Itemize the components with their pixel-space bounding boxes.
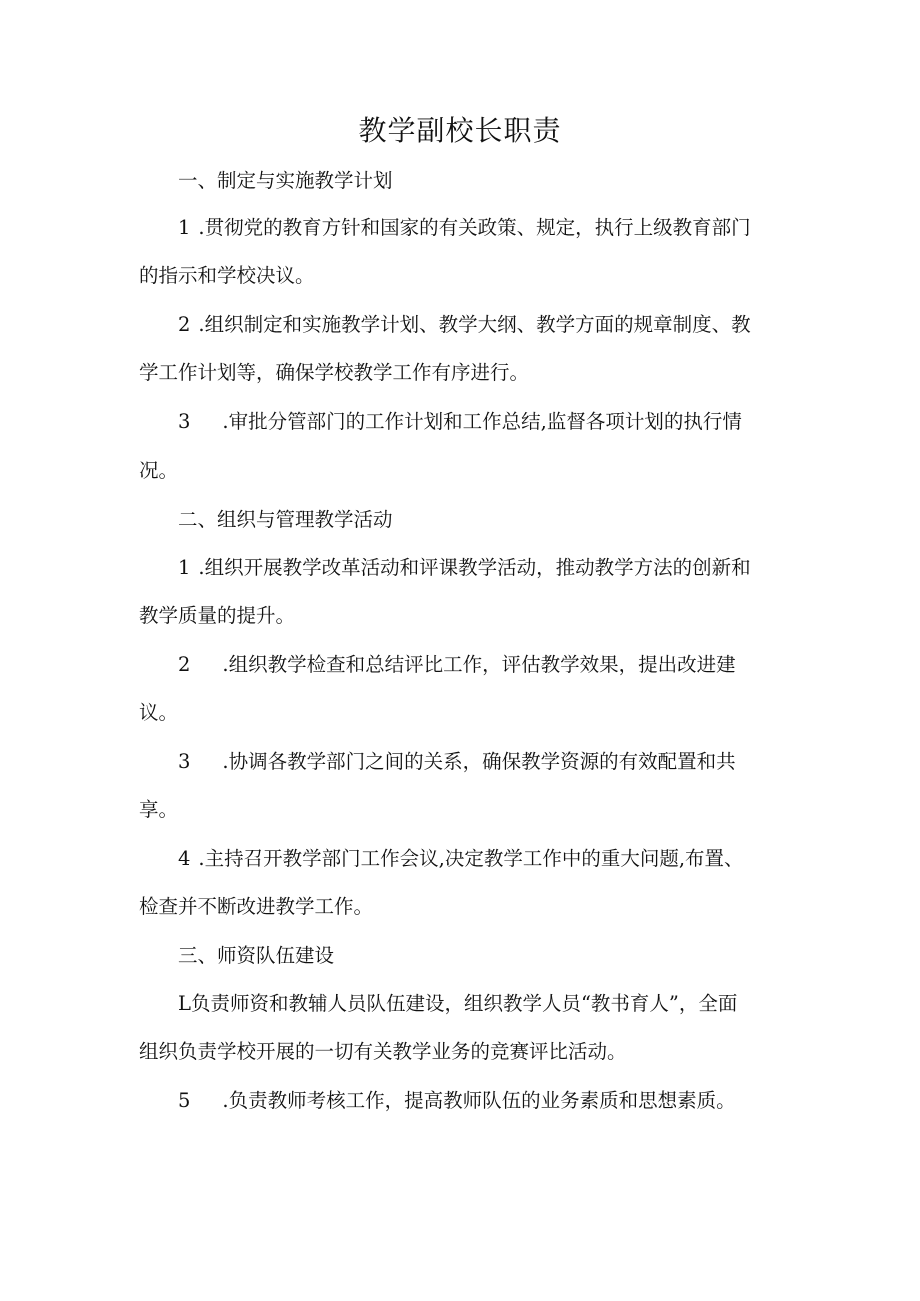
s1-item-3-number: 3 — [178, 410, 191, 433]
document-title: 教学副校长职责 — [358, 114, 562, 147]
s1-item-1-number: 1 — [178, 216, 191, 239]
s2-item-3-text: .协调各教学部门之间的关系，确保教学资源的有效配置和共 — [222, 750, 736, 773]
s2-item-3-number: 3 — [178, 750, 191, 773]
section-1-heading: 一、制定与实施教学计划 — [178, 169, 393, 192]
s2-item-3-line-1 — [178, 748, 736, 776]
s1-item-3-line-2: 况。 — [139, 459, 179, 482]
s1-item-3-line-1 — [178, 408, 742, 436]
s2-item-1-text: .组织开展教学改革活动和评课教学活动，推动教学方法的创新和 — [198, 556, 751, 579]
s2-item-1-number: 1 — [178, 556, 191, 579]
section-3-heading: 三、师资队伍建设 — [178, 944, 335, 967]
s1-item-2-line-2: 学工作计划等，确保学校教学工作有序进行。 — [139, 361, 530, 384]
s1-item-2-line-1 — [178, 311, 751, 339]
s2-item-3-line-2: 享。 — [139, 798, 179, 821]
s1-item-2-text: .组织制定和实施教学计划、教学大纲、教学方面的规章制度、教 — [198, 313, 751, 336]
s2-item-2-line-1 — [178, 651, 736, 679]
s2-item-4-line-2: 检查并不断改进教学工作。 — [139, 895, 374, 918]
s2-item-4-line-1 — [178, 845, 744, 873]
s1-item-3-text: .审批分管部门的工作计划和工作总结,监督各项计划的执行情 — [222, 410, 742, 433]
s2-item-2-line-2: 议。 — [139, 701, 179, 724]
section-2-heading: 二、组织与管理教学活动 — [178, 508, 393, 531]
s3-item-2-number: 5 — [178, 1089, 191, 1112]
s2-item-4-text: .主持召开教学部门工作会议,决定教学工作中的重大问题,布置、 — [198, 847, 744, 870]
s1-item-2-number: 2 — [178, 313, 191, 336]
s1-item-1-line-1 — [178, 214, 751, 242]
s1-item-1-line-2: 的指示和学校决议。 — [139, 264, 315, 287]
s1-item-1-text: .贯彻党的教育方针和国家的有关政策、规定，执行上级教育部门 — [198, 216, 751, 239]
s3-item-2-line-1 — [178, 1087, 736, 1115]
s2-item-1-line-1 — [178, 554, 751, 582]
s2-item-1-line-2: 教学质量的提升。 — [139, 604, 296, 627]
s3-item-1-line-1: L负责师资和教辅人员队伍建设，组织教学人员“教书育人”，全面 — [178, 992, 738, 1015]
s2-item-2-text: .组织教学检查和总结评比工作，评估教学效果，提出改进建 — [222, 653, 736, 676]
s2-item-2-number: 2 — [178, 653, 191, 676]
s2-item-4-number: 4 — [178, 847, 191, 870]
s3-item-1-line-2: 组织负责学校开展的一切有关教学业务的竞赛评比活动。 — [139, 1040, 627, 1063]
s3-item-2-text: .负责教师考核工作，提高教师队伍的业务素质和思想素质。 — [222, 1089, 736, 1112]
